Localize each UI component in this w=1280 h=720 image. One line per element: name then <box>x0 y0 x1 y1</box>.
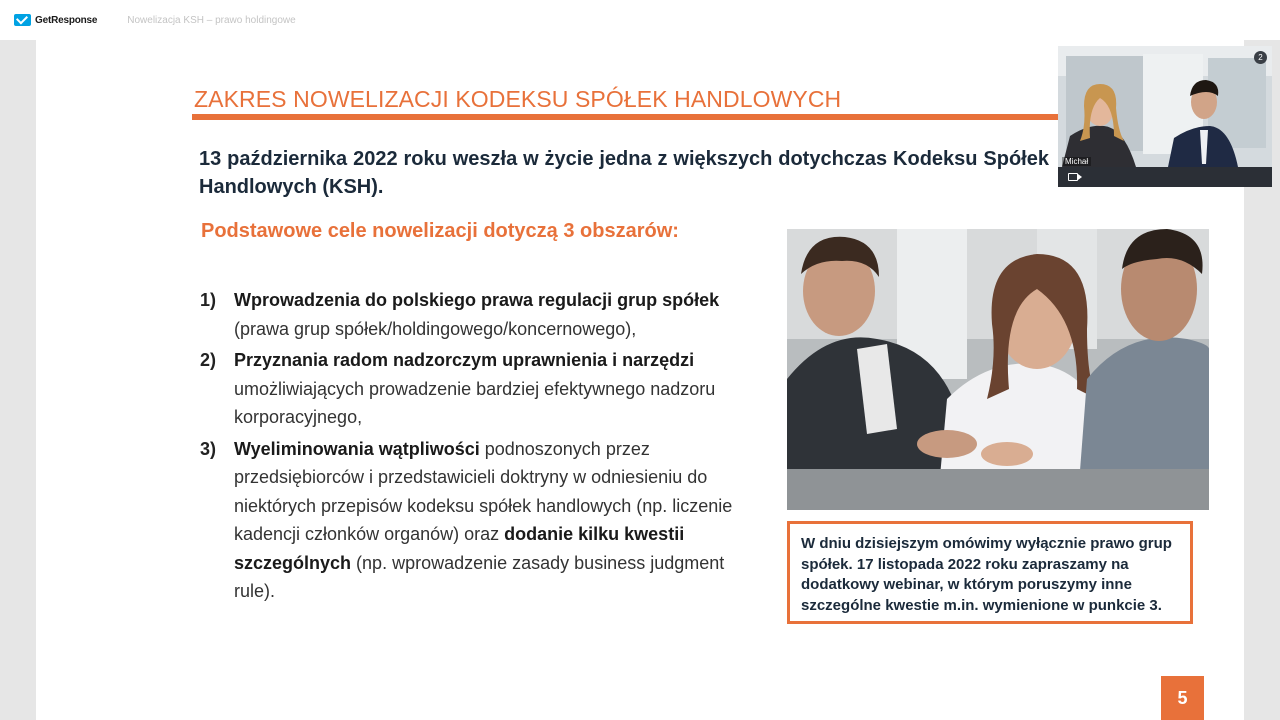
webinar-title: Nowelizacja KSH – prawo holdingowe <box>127 14 296 26</box>
brand-logo[interactable] <box>14 14 97 26</box>
list-bold-text: Przyznania radom nadzorczym uprawnienia i narzędzi <box>234 350 695 370</box>
app-header <box>0 0 1280 40</box>
envelope-check-icon <box>14 14 31 26</box>
list-body <box>234 346 760 432</box>
list-text: podnoszonych przez przedsiębiorców i przedstawicieli doktryny w odniesieniu do niektórych przepisów kodeksu spółek handlowych (np. liczenie kadencji członków organów) oraz <box>234 438 733 544</box>
list-item <box>200 435 760 606</box>
camera-icon[interactable] <box>1068 173 1078 181</box>
list-number: 1) <box>200 290 217 310</box>
webinar-note-box: W dniu dzisiejszym omówimy wyłącznie prawo grup spółek. 17 listopada 2022 roku zapraszamy na dodatkowy webinar, w którym poruszymy inne szczególne kwestie m.in. wymienione w punkcie 3. <box>787 521 1193 624</box>
presenter-video[interactable] <box>1058 46 1272 187</box>
list-bold-text: Wyeliminowania wątpliwości <box>234 438 480 459</box>
list-text: (prawa grup spółek/holdingowego/koncernowego), <box>234 318 637 339</box>
presenter-name: Michał <box>1062 157 1091 166</box>
list-number: 2) <box>200 350 217 370</box>
slide-intro: 13 października 2022 roku weszła w życie jedna z większych dotychczas Kodeksu Spółek Handlowych (KSH). <box>199 148 1049 198</box>
list-bold-text: Wprowadzenia do polskiego prawa regulacji grup spółek <box>234 290 720 310</box>
goals-list <box>200 286 760 609</box>
title-underline <box>192 114 1062 120</box>
goals-heading: Podstawowe cele nowelizacji dotyczą 3 obszarów: <box>201 220 679 242</box>
list-text: umożliwiających prowadzenie bardziej efektywnego nadzoru korporacyjnego, <box>234 378 716 427</box>
participant-badge[interactable]: 2 <box>1254 51 1267 64</box>
business-meeting-photo <box>787 229 1209 510</box>
video-controls <box>1058 167 1272 187</box>
list-text: (np. wprowadzenie zasady business judgment rule). <box>234 552 725 601</box>
page-number: 5 <box>1161 676 1204 720</box>
list-bold-text: dodanie kilku kwestii szczególnych <box>234 524 685 573</box>
list-item <box>200 286 760 343</box>
list-number: 3) <box>200 438 217 459</box>
list-body <box>234 435 760 606</box>
slide-title: ZAKRES NOWELIZACJI KODEKSU SPÓŁEK HANDLOWYCH <box>194 86 842 112</box>
brand-name: GetResponse <box>35 14 98 26</box>
list-body <box>234 286 760 343</box>
list-item <box>200 346 760 432</box>
